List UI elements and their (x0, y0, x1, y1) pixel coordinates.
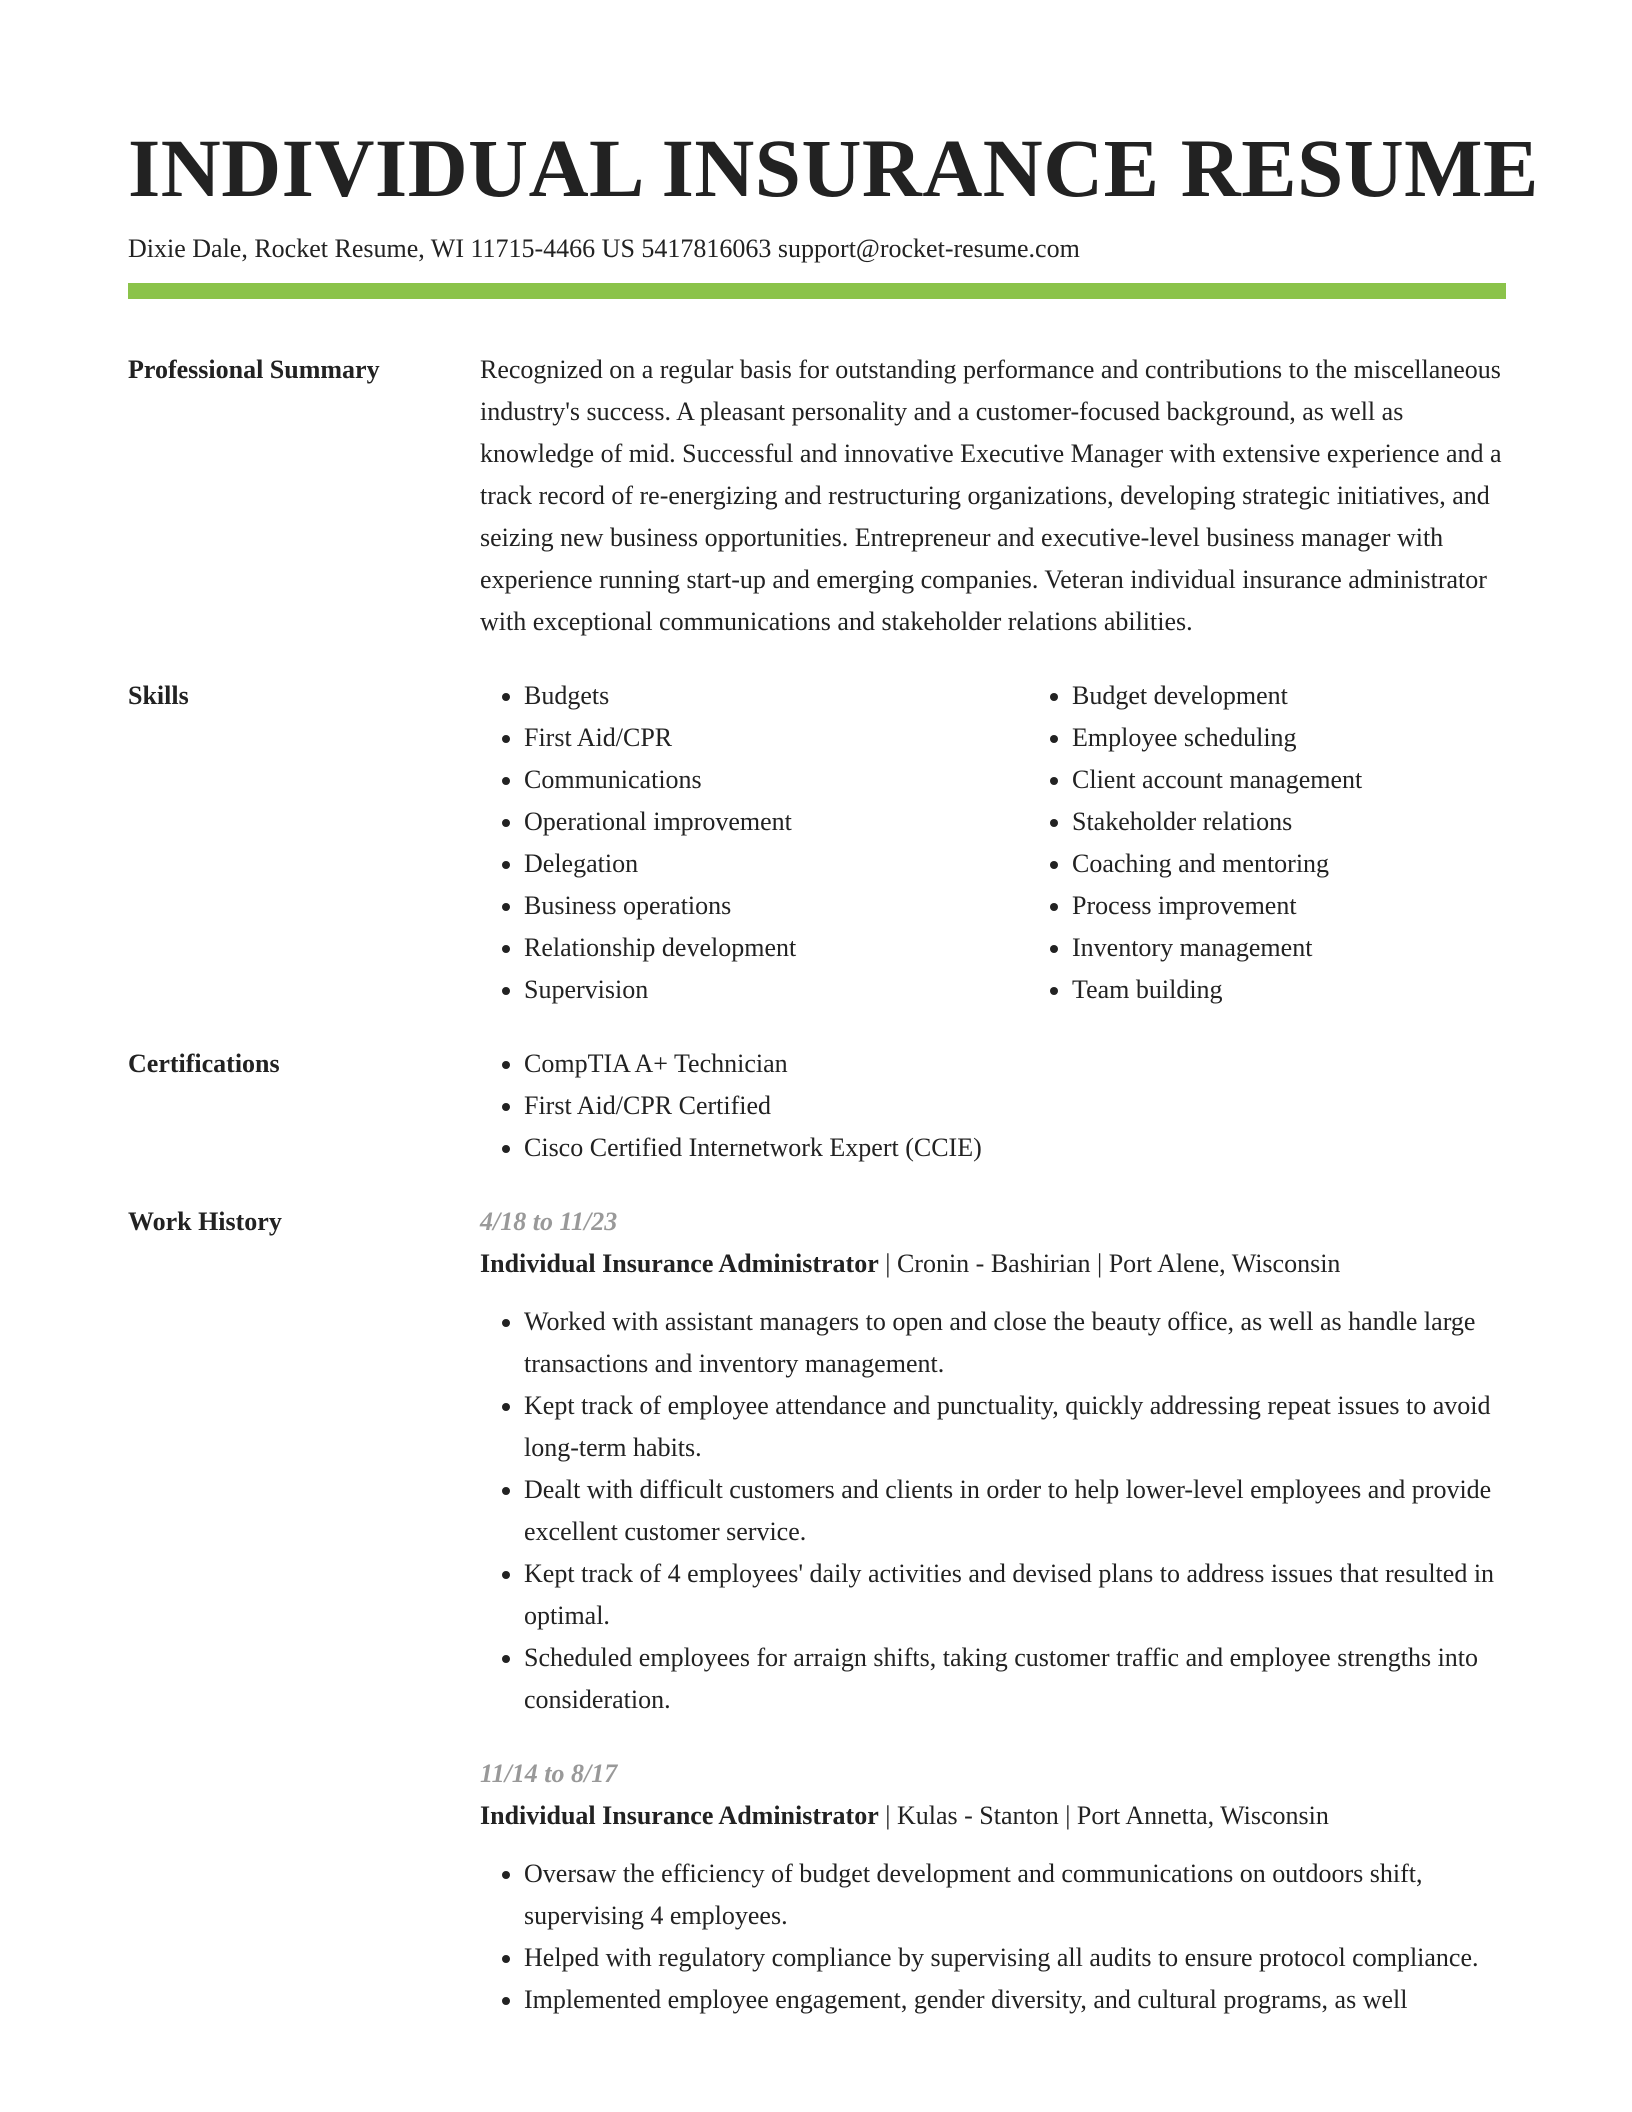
job-heading (480, 1795, 1506, 1837)
job-dates: 11/14 to 8/17 (480, 1759, 618, 1788)
job-bullets (480, 1301, 1506, 1721)
job-bullets (480, 1853, 1506, 2021)
certification-item: • CompTIA A+ Technician (524, 1043, 1506, 1085)
work-history-section (128, 1201, 1506, 2021)
job-bullet: • Scheduled employees for arraign shifts, taking customer traffic and employee strengths into consideration. (524, 1637, 1506, 1721)
job-entry (480, 1753, 1506, 2021)
job-details: | Cronin - Bashirian | Port Alene, Wisconsin (878, 1249, 1341, 1278)
skills-list-right (1028, 675, 1572, 1011)
skill-item: • Business operations (524, 885, 984, 927)
job-heading (480, 1243, 1506, 1285)
certification-item: • First Aid/CPR Certified (524, 1085, 1506, 1127)
job-entry (480, 1201, 1506, 1721)
job-title: Individual Insurance Administrator (480, 1801, 879, 1830)
skill-item: • Delegation (524, 843, 984, 885)
section-heading-skills: Skills (128, 681, 189, 710)
section-heading-work-history: Work History (128, 1207, 282, 1236)
job-bullet: • Helped with regulatory compliance by supervising all audits to ensure protocol compliance. (524, 1937, 1506, 1979)
skills-columns (480, 675, 1572, 1011)
skill-item: • Budgets (524, 675, 984, 717)
skill-item: • Coaching and mentoring (1072, 843, 1572, 885)
resume-page (128, 118, 1539, 2021)
job-bullet: • Oversaw the efficiency of budget development and communications on outdoors shift, supervising 4 employees. (524, 1853, 1506, 1937)
job-bullet: • Worked with assistant managers to open and close the beauty office, as well as handle large transactions and inventory management. (524, 1301, 1506, 1385)
skill-item: • Communications (524, 759, 984, 801)
skill-item: • Stakeholder relations (1072, 801, 1572, 843)
section-heading-certifications: Certifications (128, 1049, 280, 1078)
skill-item: • Client account management (1072, 759, 1572, 801)
job-bullet: • Dealt with difficult customers and clients in order to help lower-level employees and provide excellent customer service. (524, 1469, 1506, 1553)
job-dates: 4/18 to 11/23 (480, 1207, 618, 1236)
professional-summary-section (128, 349, 1506, 643)
skill-item: • Employee scheduling (1072, 717, 1572, 759)
certification-item: • Cisco Certified Internetwork Expert (CCIE) (524, 1127, 1506, 1169)
skills-section (128, 675, 1506, 1011)
skill-item: • Relationship development (524, 927, 984, 969)
section-heading-summary: Professional Summary (128, 355, 380, 384)
job-bullet: • Kept track of employee attendance and punctuality, quickly addressing repeat issues to avoid long-term habits. (524, 1385, 1506, 1469)
job-bullet: • Implemented employee engagement, gender diversity, and cultural programs, as well (524, 1979, 1506, 2021)
skill-item: • Supervision (524, 969, 984, 1011)
certifications-section (128, 1043, 1506, 1169)
summary-text: Recognized on a regular basis for outstanding performance and contributions to the miscellaneous industry's success. A pleasant personality and a customer-focused background, as well as knowledge of mid. Successful and innovative Executive Manager with extensive experience and a track record of re-energizing and restructuring organizations, developing strategic initiatives, and seizing new business opportunities. Entrepreneur and executive-level business manager with experience running start-up and emerging companies. Veteran individual insurance administrator with exceptional communications and stakeholder relations abilities. (480, 355, 1502, 636)
resume-title: INDIVIDUAL INSURANCE RESUME (128, 122, 1539, 214)
certifications-list (480, 1043, 1506, 1169)
skill-item: • Operational improvement (524, 801, 984, 843)
certifications-body (480, 1043, 1506, 1169)
skill-item: • Process improvement (1072, 885, 1572, 927)
skill-item: • First Aid/CPR (524, 717, 984, 759)
work-history-body (480, 1201, 1506, 2021)
job-bullet: • Kept track of 4 employees' daily activities and devised plans to address issues that resulted in optimal. (524, 1553, 1506, 1637)
skills-list-left (480, 675, 984, 1011)
skill-item: • Inventory management (1072, 927, 1572, 969)
job-title: Individual Insurance Administrator (480, 1249, 879, 1278)
header-divider (128, 283, 1506, 299)
skill-item: • Budget development (1072, 675, 1572, 717)
skill-item: • Team building (1072, 969, 1572, 1011)
contact-line: Dixie Dale, Rocket Resume, WI 11715-4466 US 5417816063 support@rocket-resume.com (128, 234, 1080, 263)
job-details: | Kulas - Stanton | Port Annetta, Wisconsin (878, 1801, 1329, 1830)
